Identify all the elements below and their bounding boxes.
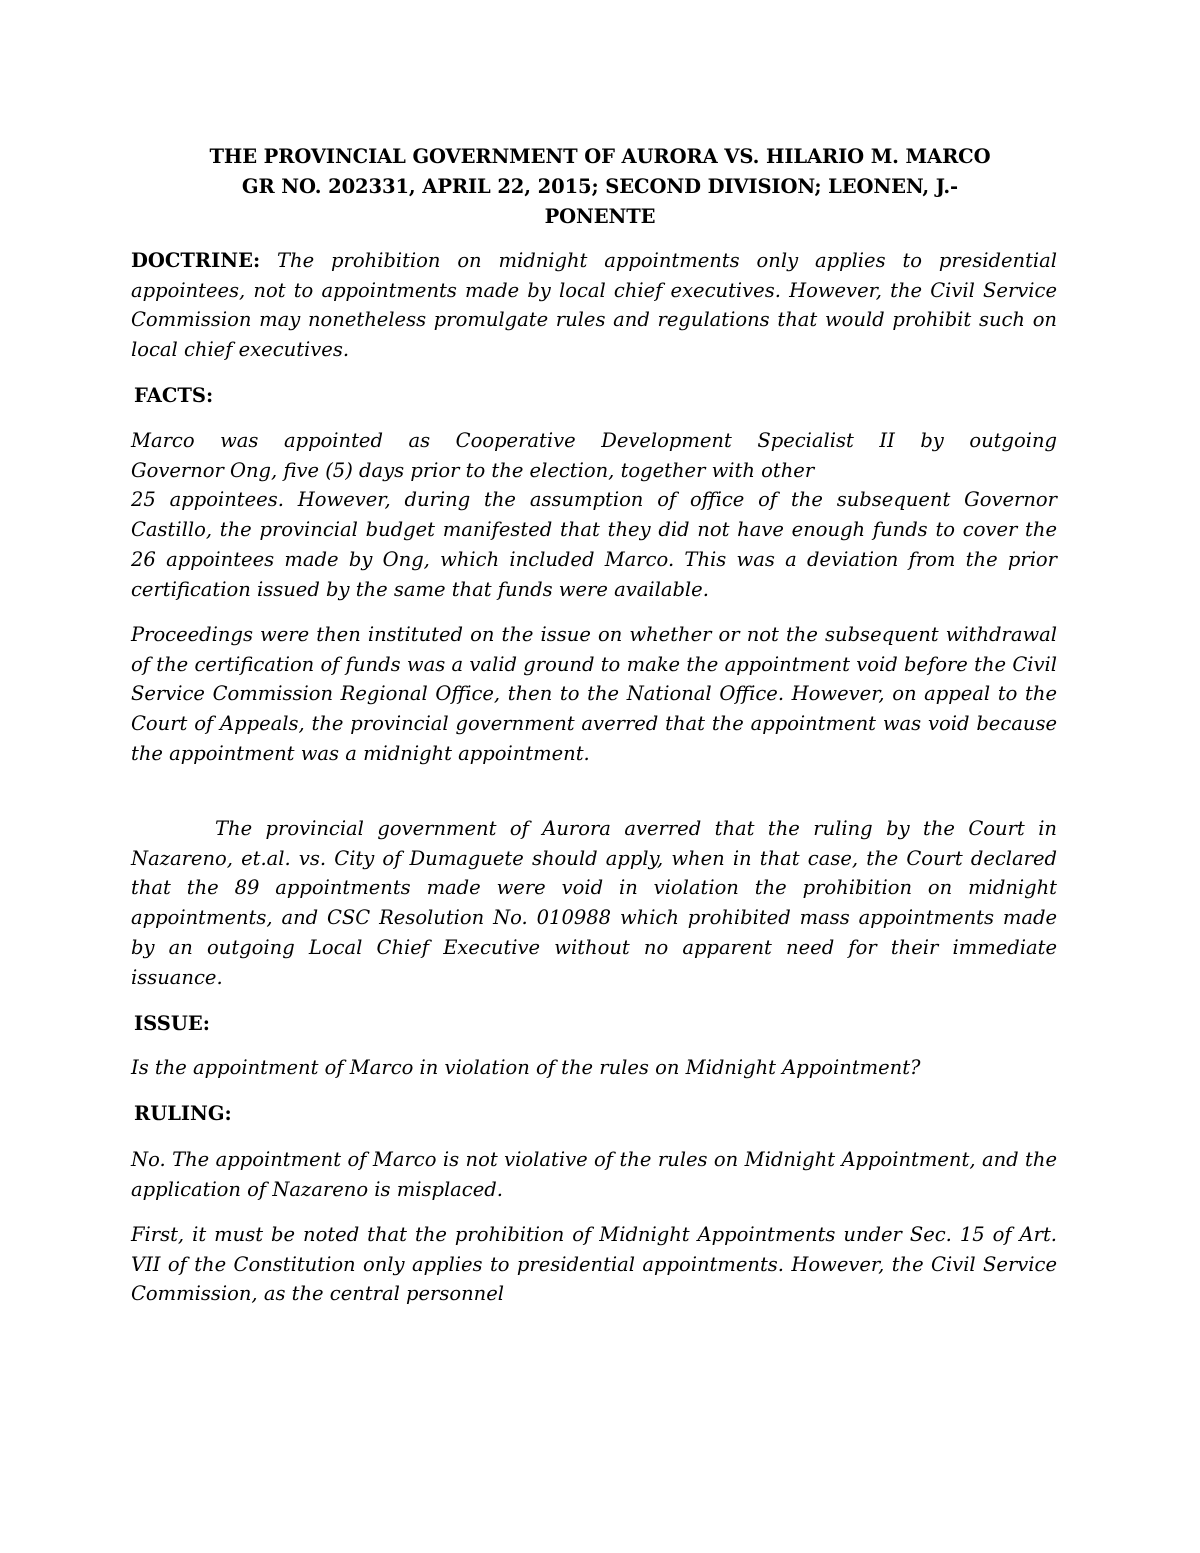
case-title xyxy=(160,142,1040,232)
facts-paragraph-3 xyxy=(131,814,1057,992)
ruling-heading: RULING: xyxy=(134,1102,232,1125)
facts-p2-text: Proceedings were then instituted on the issue on whether or not the subsequent withdrawal of the certification of funds was a valid ground to make the appointment void before the Civil Service Commission Regional Office, then to the National Office. However, on appeal to the Court of Appeals, the provincial government averred that the appointment was void because the appointment was a midnight appointment. xyxy=(131,623,1057,765)
facts-p1-line-1: Marco was appointed as Cooperative Development Specialist II by outgoing xyxy=(131,429,1057,452)
case-title-line-1: THE PROVINCIAL GOVERNMENT OF AURORA VS. HILARIO M. MARCO xyxy=(209,145,991,168)
issue-text: Is the appointment of Marco in violation of the rules on Midnight Appointment? xyxy=(131,1056,921,1079)
facts-p3-text: The provincial government of Aurora averred that the ruling by the Court in Nazareno, et.al. vs. City of Dumaguete should apply, when in that case, the Court declared that the 89 appointments made were void in violation the prohibition on midnight appointments, and CSC Resolution No. 010988 which prohibited mass appointments made by an outgoing Local Chief Executive without no apparent need for their immediate issuance. xyxy=(131,817,1057,989)
facts-p1-line-2: Governor Ong, five (5) days prior to the election, together with other xyxy=(131,458,815,482)
case-title-line-3: PONENTE xyxy=(544,205,656,228)
issue-paragraph xyxy=(131,1053,1057,1083)
facts-heading: FACTS: xyxy=(134,384,214,407)
case-title-line-2: GR NO. 202331, APRIL 22, 2015; SECOND DIVISION; LEONEN, J.- xyxy=(241,175,959,198)
issue-heading: ISSUE: xyxy=(134,1012,210,1035)
doctrine-text: The prohibition on midnight appointments only applies to presidential appointees, not to appointments made by local chief executives. However, the Civil Service Commission may nonetheless promulgate rules and regulations that would prohibit such on local chief executives. xyxy=(131,249,1058,362)
ruling-p1-text: No. The appointment of Marco is not violative of the rules on Midnight Appointment, and the application of Nazareno is misplaced. xyxy=(131,1148,1057,1201)
doctrine-label: DOCTRINE: xyxy=(131,249,261,272)
facts-paragraph-2 xyxy=(131,620,1057,769)
facts-paragraph-1 xyxy=(131,426,1057,604)
doctrine-paragraph xyxy=(131,246,1057,365)
ruling-paragraph-1 xyxy=(131,1145,1057,1204)
facts-p1-rest: 25 appointees. However, during the assumption of office of the subsequent Governor Castillo, the provincial budget manifested that they did not have enough funds to cover the 26 appointees made by Ong, which included Marco. This was a deviation from the prior certification issued by the same that funds were available. xyxy=(131,488,1057,601)
ruling-paragraph-2 xyxy=(131,1220,1057,1309)
ruling-p2-text: First, it must be noted that the prohibition of Midnight Appointments under Sec. 15 of Art. VII of the Constitution only applies to presidential appointments. However, the Civil Service Commission, as the central personnel xyxy=(131,1223,1057,1306)
